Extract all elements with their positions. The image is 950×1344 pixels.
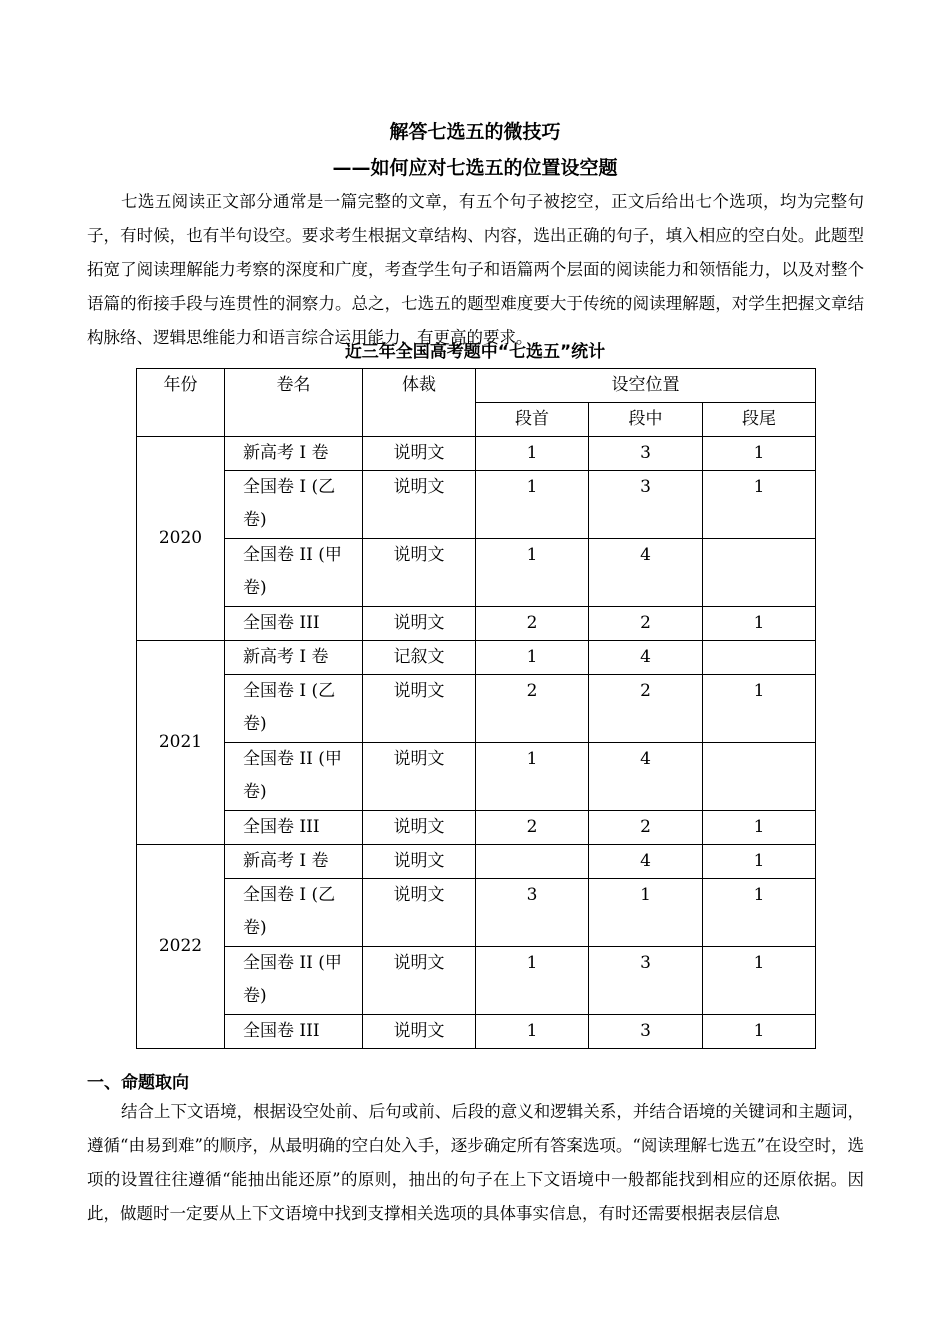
genre-cell: 说明文 [363, 879, 476, 947]
table-caption: 近三年全国高考题中“七选五”统计 [344, 342, 606, 362]
table-row [137, 743, 816, 811]
end-count-cell: 1 [703, 879, 816, 947]
paper-cell: 全国卷 III [225, 1015, 363, 1049]
genre-cell: 说明文 [363, 743, 476, 811]
section-paragraph: 结合上下文语境，根据设空处前、后句或前、后段的意义和逻辑关系，并结合语境的关键词和主题词，遵循“由易到难”的顺序，从最明确的空白处入手，逐步确定所有答案选项。“阅读理解七选五”在设空时，选项的设置往往遵循“能抽出能还原”的原则，抽出的句子在上下文语境中一般都能找到相应的还原依据。因此，做题时一定要从上下文语境中找到支撑相关选项的具体事实信息，有时还需要根据表层信息 [87, 1102, 864, 1223]
end-count-cell [703, 539, 816, 607]
table-row [137, 1015, 816, 1049]
middle-count-cell: 4 [589, 743, 703, 811]
page-subtitle: ——如何应对七选五的位置设空题 [332, 157, 618, 179]
table-row [137, 675, 816, 743]
paper-cell: 全国卷 II (甲卷) [225, 947, 363, 1015]
end-count-cell: 1 [703, 845, 816, 879]
table-row [137, 879, 816, 947]
genre-cell: 说明文 [363, 947, 476, 1015]
middle-count-cell: 1 [589, 879, 703, 947]
paper-cell: 全国卷 III [225, 811, 363, 845]
header-position: 设空位置 [476, 369, 816, 403]
genre-cell: 说明文 [363, 675, 476, 743]
start-count-cell: 1 [476, 743, 589, 811]
middle-count-cell: 3 [589, 1015, 703, 1049]
genre-cell: 说明文 [363, 811, 476, 845]
year-cell: 2020 [137, 437, 225, 641]
middle-count-cell: 2 [589, 811, 703, 845]
table-row [137, 437, 816, 471]
middle-count-cell: 3 [589, 947, 703, 1015]
middle-count-cell: 2 [589, 675, 703, 743]
paper-cell: 全国卷 I (乙卷) [225, 471, 363, 539]
middle-count-cell: 2 [589, 607, 703, 641]
genre-cell: 说明文 [363, 607, 476, 641]
table-row [137, 539, 816, 607]
genre-cell: 说明文 [363, 1015, 476, 1049]
paper-cell: 新高考 I 卷 [225, 437, 363, 471]
header-year: 年份 [137, 369, 225, 437]
year-cell: 2022 [137, 845, 225, 1049]
paper-cell: 全国卷 II (甲卷) [225, 743, 363, 811]
start-count-cell: 1 [476, 539, 589, 607]
genre-cell: 说明文 [363, 437, 476, 471]
start-count-cell: 2 [476, 811, 589, 845]
paper-cell: 新高考 I 卷 [225, 845, 363, 879]
page-title: 解答七选五的微技巧 [389, 121, 561, 143]
table-row [137, 947, 816, 1015]
start-count-cell: 2 [476, 675, 589, 743]
start-count-cell: 3 [476, 879, 589, 947]
genre-cell: 说明文 [363, 845, 476, 879]
header-paper: 卷名 [225, 369, 363, 437]
start-count-cell: 1 [476, 471, 589, 539]
header-genre: 体裁 [363, 369, 476, 437]
table-row [137, 471, 816, 539]
table-row [137, 811, 816, 845]
start-count-cell: 1 [476, 437, 589, 471]
genre-cell: 说明文 [363, 471, 476, 539]
middle-count-cell: 3 [589, 471, 703, 539]
header-end: 段尾 [703, 403, 816, 437]
paper-cell: 全国卷 III [225, 607, 363, 641]
intro-paragraph: 七选五阅读正文部分通常是一篇完整的文章，有五个句子被挖空，正文后给出七个选项，均为完整句子，有时候，也有半句设空。要求考生根据文章结构、内容，选出正确的句子，填入相应的空白处。此题型拓宽了阅读理解能力考察的深度和广度，考查学生句子和语篇两个层面的阅读能力和领悟能力，以及对整个语篇的衔接手段与连贯性的洞察力。总之，七选五的题型难度要大于传统的阅读理解题，对学生把握文章结构脉络、逻辑思维能力和语言综合运用能力，有更高的要求。 [87, 192, 864, 347]
start-count-cell [476, 845, 589, 879]
start-count-cell: 1 [476, 1015, 589, 1049]
genre-cell: 说明文 [363, 539, 476, 607]
header-start: 段首 [476, 403, 589, 437]
end-count-cell: 1 [703, 947, 816, 1015]
end-count-cell: 1 [703, 607, 816, 641]
middle-count-cell: 3 [589, 437, 703, 471]
end-count-cell: 1 [703, 811, 816, 845]
end-count-cell: 1 [703, 437, 816, 471]
start-count-cell: 2 [476, 607, 589, 641]
statistics-table [136, 368, 816, 1049]
paper-cell: 全国卷 II (甲卷) [225, 539, 363, 607]
section-heading: 一、命题取向 [87, 1073, 189, 1093]
paper-cell: 全国卷 I (乙卷) [225, 675, 363, 743]
table-row [137, 607, 816, 641]
table-body [137, 437, 816, 1049]
paper-cell: 新高考 I 卷 [225, 641, 363, 675]
year-cell: 2021 [137, 641, 225, 845]
header-middle: 段中 [589, 403, 703, 437]
start-count-cell: 1 [476, 947, 589, 1015]
genre-cell: 记叙文 [363, 641, 476, 675]
middle-count-cell: 4 [589, 641, 703, 675]
end-count-cell: 1 [703, 1015, 816, 1049]
middle-count-cell: 4 [589, 539, 703, 607]
table-row [137, 641, 816, 675]
end-count-cell: 1 [703, 471, 816, 539]
table-row [137, 845, 816, 879]
middle-count-cell: 4 [589, 845, 703, 879]
end-count-cell [703, 743, 816, 811]
end-count-cell [703, 641, 816, 675]
start-count-cell: 1 [476, 641, 589, 675]
end-count-cell: 1 [703, 675, 816, 743]
paper-cell: 全国卷 I (乙卷) [225, 879, 363, 947]
